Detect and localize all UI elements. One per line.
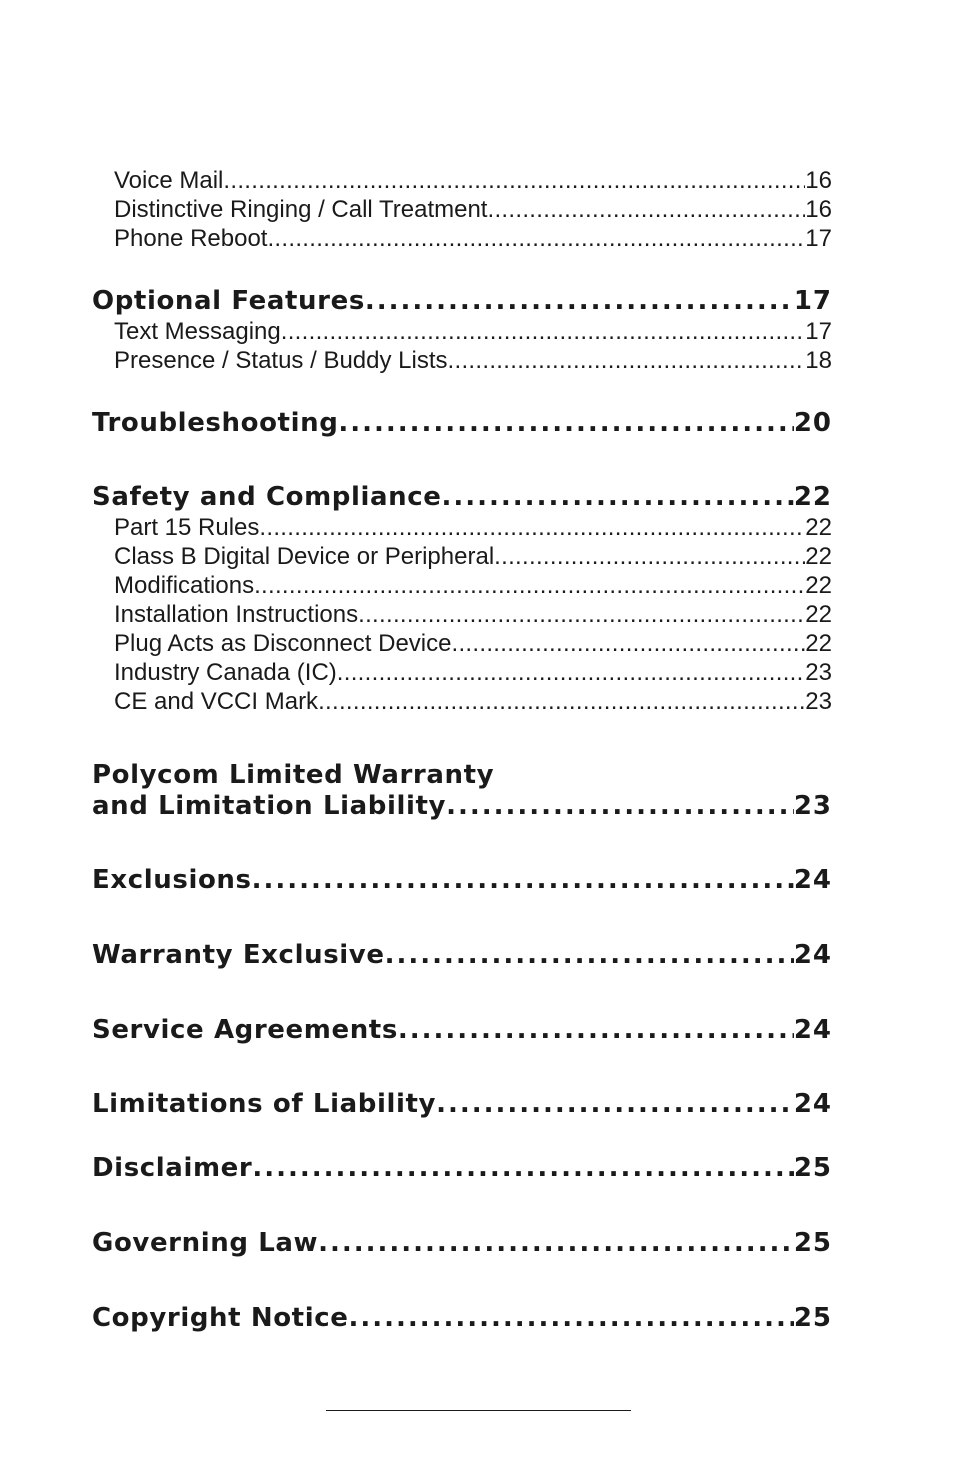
toc-entry-label: Text Messaging — [114, 318, 281, 345]
toc-section-page: 24 — [793, 1089, 832, 1119]
toc-entry-label: Presence / Status / Buddy Lists — [114, 347, 448, 374]
toc-entry-label: Voice Mail — [114, 167, 224, 194]
toc-section-page: 25 — [793, 1153, 832, 1183]
toc-section-page: 25 — [793, 1303, 832, 1333]
toc-entry-page: 23 — [805, 688, 832, 715]
toc-entry-page: 18 — [805, 347, 832, 374]
toc-entry-label: Industry Canada (IC) — [114, 659, 337, 686]
toc-entry-label: Class B Digital Device or Peripheral — [114, 543, 495, 570]
toc-entry-ce-vcci[interactable] — [114, 687, 832, 717]
toc-section-safety-compliance[interactable] — [92, 479, 832, 515]
toc-section-page: 25 — [793, 1228, 832, 1258]
toc-entry-page: 23 — [805, 659, 832, 686]
toc-entry-label: Modifications — [114, 572, 255, 599]
toc-entry-label: Distinctive Ringing / Call Treatment — [114, 196, 488, 223]
toc-entry-distinctive-ringing[interactable] — [114, 195, 832, 225]
dot-leader — [442, 479, 794, 515]
dot-leader — [448, 346, 806, 376]
toc-entry-plug-disconnect[interactable] — [114, 629, 832, 659]
dot-leader — [254, 571, 805, 601]
toc-entry-page: 17 — [805, 225, 832, 252]
dot-leader — [365, 283, 794, 319]
toc-section-warranty[interactable] — [92, 788, 832, 824]
toc-entry-industry-canada[interactable] — [114, 658, 832, 688]
toc-entry-voice-mail[interactable] — [114, 166, 832, 196]
toc-entry-installation[interactable] — [114, 600, 832, 630]
toc-section-warranty-line1[interactable]: Polycom Limited Warranty — [92, 760, 495, 790]
dot-leader — [252, 862, 794, 898]
toc-section-limitations-liability[interactable] — [92, 1086, 832, 1122]
toc-section-label: Safety and Compliance — [92, 482, 442, 512]
dot-leader — [259, 513, 805, 543]
toc-entry-page: 16 — [805, 167, 832, 194]
dot-leader — [358, 600, 805, 630]
dot-leader — [446, 788, 794, 824]
toc-section-service-agreements[interactable] — [92, 1012, 832, 1048]
toc-section-optional-features[interactable] — [92, 283, 832, 319]
dot-leader — [398, 1012, 794, 1048]
toc-section-page: 22 — [793, 482, 832, 512]
dot-leader — [318, 1225, 794, 1261]
toc-section-label: Service Agreements — [92, 1015, 398, 1045]
toc-entry-label: CE and VCCI Mark — [114, 688, 319, 715]
toc-entry-label: Part 15 Rules — [114, 514, 260, 541]
toc-section-exclusions[interactable] — [92, 862, 832, 898]
toc-entry-page: 22 — [805, 514, 832, 541]
dot-leader — [436, 1086, 794, 1122]
toc-section-page: 20 — [793, 408, 832, 438]
toc-section-label: Copyright Notice — [92, 1303, 349, 1333]
dot-leader — [452, 629, 806, 659]
dot-leader — [281, 317, 806, 347]
toc-section-disclaimer[interactable] — [92, 1150, 832, 1186]
dot-leader — [252, 1150, 794, 1186]
toc-section-page: 23 — [793, 791, 832, 821]
toc-entry-modifications[interactable] — [114, 571, 832, 601]
toc-section-label: Governing Law — [92, 1228, 319, 1258]
toc-section-page: 24 — [793, 940, 832, 970]
toc-section-page: 17 — [793, 286, 832, 316]
toc-entry-page: 16 — [805, 196, 832, 223]
toc-entry-page: 22 — [805, 572, 832, 599]
toc-entry-label: Phone Reboot — [114, 225, 268, 252]
toc-section-warranty-exclusive[interactable] — [92, 937, 832, 973]
toc-entry-text-messaging[interactable] — [114, 317, 832, 347]
toc-entry-part-15-rules[interactable] — [114, 513, 832, 543]
footer-rule — [326, 1410, 631, 1411]
toc-section-copyright-notice[interactable] — [92, 1300, 832, 1336]
toc-entry-label: Plug Acts as Disconnect Device — [114, 630, 452, 657]
dot-leader — [487, 195, 805, 225]
toc-entry-page: 22 — [805, 543, 832, 570]
toc-section-label: Exclusions — [92, 865, 252, 895]
dot-leader — [318, 687, 805, 717]
toc-section-governing-law[interactable] — [92, 1225, 832, 1261]
toc-entry-presence[interactable] — [114, 346, 832, 376]
toc-entry-page: 22 — [805, 630, 832, 657]
toc-section-page: 24 — [793, 865, 832, 895]
dot-leader — [385, 937, 794, 973]
toc-section-label: and Limitation Liability — [92, 791, 447, 821]
toc-section-label: Disclaimer — [92, 1153, 253, 1183]
toc-entry-page: 22 — [805, 601, 832, 628]
toc-entry-class-b-device[interactable] — [114, 542, 832, 572]
toc-entry-page: 17 — [805, 318, 832, 345]
dot-leader — [348, 1300, 793, 1336]
dot-leader — [337, 658, 806, 688]
toc-section-label: Troubleshooting — [92, 408, 339, 438]
toc-section-label: Warranty Exclusive — [92, 940, 385, 970]
dot-leader — [267, 224, 805, 254]
toc-entry-label: Installation Instructions — [114, 601, 359, 628]
dot-leader — [223, 166, 805, 196]
toc-section-troubleshooting[interactable] — [92, 405, 832, 441]
toc-section-page: 24 — [793, 1015, 832, 1045]
dot-leader — [494, 542, 805, 572]
toc-section-label: Optional Features — [92, 286, 365, 316]
toc-entry-phone-reboot[interactable] — [114, 224, 832, 254]
dot-leader — [338, 405, 793, 441]
toc-section-label: Limitations of Liability — [92, 1089, 437, 1119]
